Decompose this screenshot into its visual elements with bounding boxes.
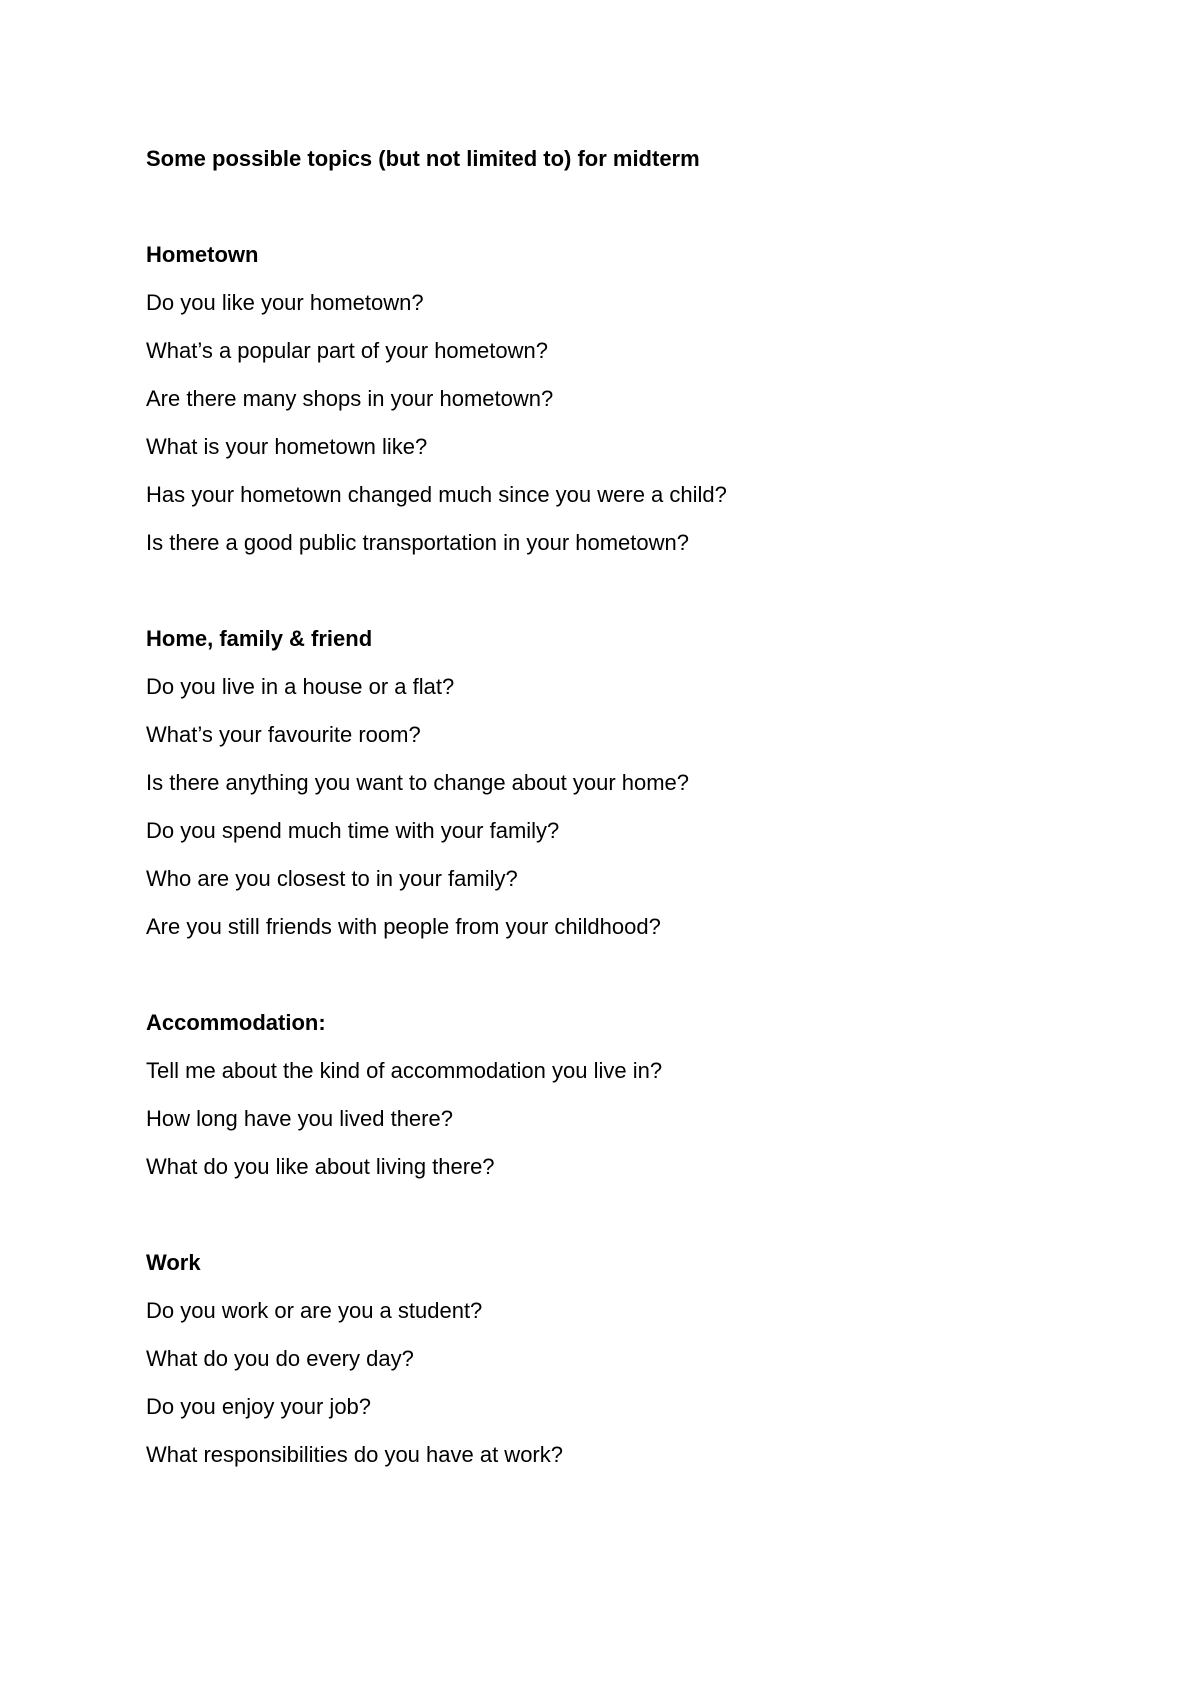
question-item: What’s your favourite room? (146, 722, 421, 747)
section-heading: Work (146, 1250, 201, 1275)
question-item: What do you like about living there? (146, 1154, 495, 1179)
question-item: What do you do every day? (146, 1346, 414, 1371)
question-item: What’s a popular part of your hometown? (146, 338, 548, 363)
question-item: Do you live in a house or a flat? (146, 674, 455, 699)
question-item: Tell me about the kind of accommodation you live in? (146, 1058, 663, 1083)
question-item: What is your hometown like? (146, 434, 428, 459)
section-hometown (146, 240, 1106, 558)
section-heading: Accommodation: (146, 1010, 326, 1035)
question-item: How long have you lived there? (146, 1106, 453, 1131)
question-item: Who are you closest to in your family? (146, 866, 518, 891)
question-item: Has your hometown changed much since you were a child? (146, 482, 727, 507)
question-item: Do you spend much time with your family? (146, 818, 560, 843)
question-item: Do you enjoy your job? (146, 1394, 372, 1419)
section-accommodation (146, 1008, 1106, 1182)
document-title: Some possible topics (but not limited to) for midterm (146, 146, 700, 171)
question-item: Is there anything you want to change about your home? (146, 770, 690, 795)
section-heading: Hometown (146, 242, 259, 267)
section-heading: Home, family & friend (146, 626, 373, 651)
section-work (146, 1248, 1106, 1470)
question-item: Are there many shops in your hometown? (146, 386, 554, 411)
question-item: Do you work or are you a student? (146, 1298, 483, 1323)
question-item: Is there a good public transportation in your hometown? (146, 530, 689, 555)
question-item: Do you like your hometown? (146, 290, 424, 315)
section-home-family-friend (146, 624, 1106, 942)
question-item: Are you still friends with people from your childhood? (146, 914, 661, 939)
document-body (146, 144, 1106, 1470)
question-item: What responsibilities do you have at work? (146, 1442, 563, 1467)
